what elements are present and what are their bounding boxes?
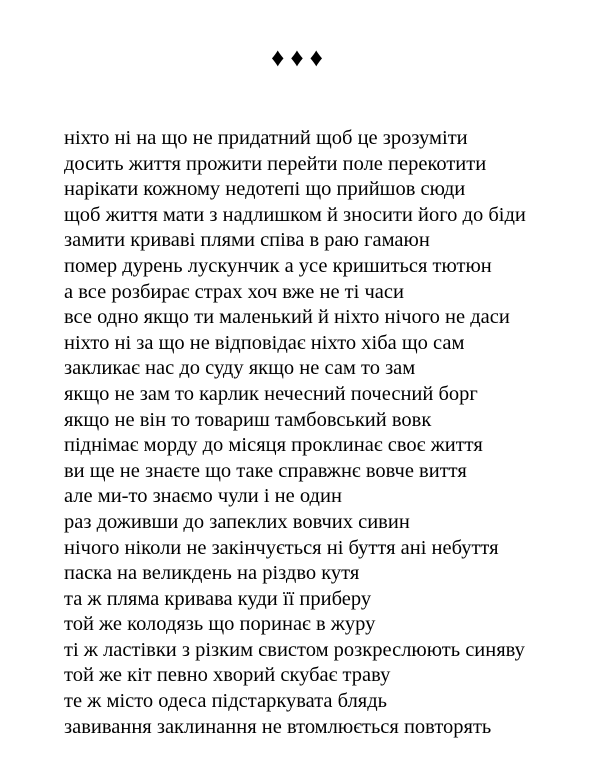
poem-body xyxy=(64,126,584,740)
poem-line: а все розбирає страх хоч вже не ті часи xyxy=(64,280,404,303)
poem-line: паска на великдень на різдво кутя xyxy=(64,562,360,585)
poem-line: ніхто ні за що не відповідає ніхто хіба що сам xyxy=(64,331,465,354)
poem-line: ніхто ні на що не придатний щоб це зрозуміти xyxy=(64,127,468,149)
poem-line: замити криваві плями співа в раю гамаюн xyxy=(64,229,430,252)
poem-line: завивання заклинання не втомлюється повторять xyxy=(64,715,492,738)
poem-line: раз доживши до запеклих вовчих сивин xyxy=(64,510,410,533)
poem-line: але ми-то знаємо чули і не один xyxy=(64,485,342,508)
section-ornament: ♦♦♦ xyxy=(271,43,329,72)
poem-line: якщо не зам то карлик нечесний почесний борг xyxy=(64,382,478,405)
poem-line: ви ще не знаєте що таке справжнє вовче виття xyxy=(64,459,467,482)
poem-line: щоб життя мати з надлишком й зносити його до біди xyxy=(64,203,526,226)
poem-line: той же колодязь що поринає в журу xyxy=(64,613,376,636)
poem-line: помер дурень лускунчик а усе кришиться тютюн xyxy=(64,254,492,277)
poem-line: піднімає морду до місяця проклинає своє життя xyxy=(64,434,483,457)
poem-line: все одно якщо ти маленький й ніхто нічого не даси xyxy=(64,306,510,329)
poem-line: нарікати кожному недотепі що прийшов сюди xyxy=(64,178,466,201)
poem-line: закликає нас до суду якщо не сам то зам xyxy=(64,357,416,380)
poem-line: той же кіт певно хворий скубає траву xyxy=(64,664,391,687)
poem-line: та ж пляма кривава куди її приберу xyxy=(64,587,372,610)
poem-line: те ж місто одеса підстаркувата блядь xyxy=(64,690,388,713)
poem-line: досить життя прожити перейти поле перекотити xyxy=(64,152,487,175)
poem-line: ті ж ластівки з різким свистом розкреслюють синяву xyxy=(64,638,525,661)
poem-line: якщо не він то товариш тамбовський вовк xyxy=(64,408,432,431)
poem-line: нічого ніколи не закінчується ні буття ані небуття xyxy=(64,536,499,559)
